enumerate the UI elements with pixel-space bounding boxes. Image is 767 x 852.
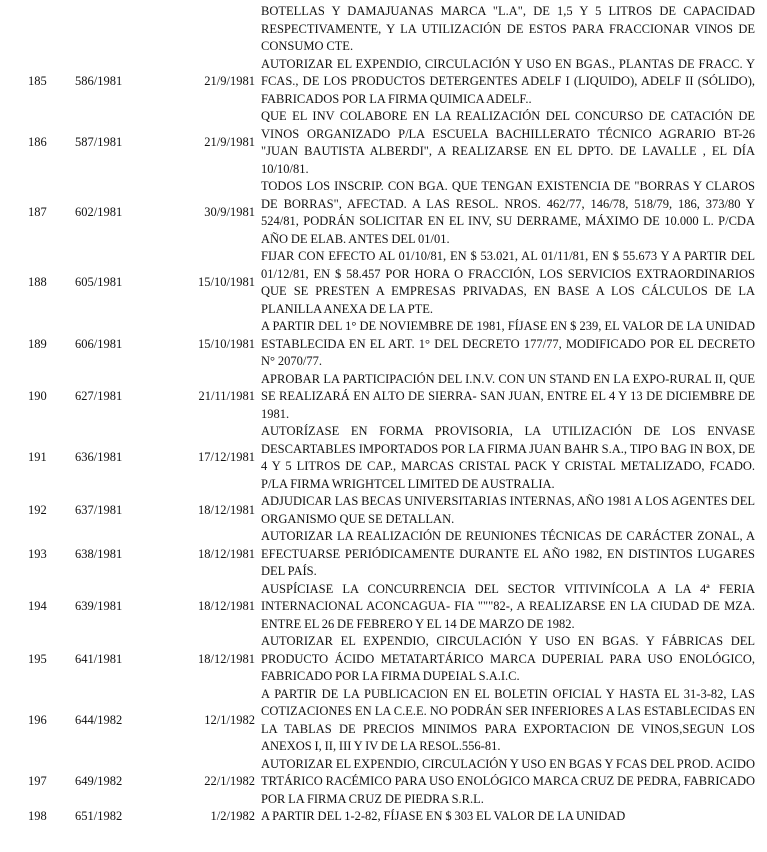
resolution-date: 21/11/1981 (198, 389, 255, 403)
row-number: 192 (28, 502, 47, 517)
row-number: 193 (28, 546, 47, 561)
resolution-number: 627/1981 (75, 389, 123, 403)
resolution-number: 637/1981 (75, 502, 123, 517)
row-number: 189 (28, 336, 47, 351)
row-number: 188 (28, 275, 47, 290)
resolution-description: A PARTIR DE LA PUBLICACION EN EL BOLETIN OFICIAL Y HASTA EL 31-3-82, LAS COTIZACIONES EN LA C.E.E. NO PODRÁN SER INFERIORES A LAS ESTABLECIDAS EN LA TABLAS DE PRECIOS MINIMOS PARA EXPORTACION DE VINOS,SEGUN LOS ANEXOS I, II, III Y IV DE LA RESOL.556-81. (261, 686, 755, 753)
table-row (0, 808, 767, 826)
row-number: 196 (28, 712, 47, 727)
resolution-description: AUTORÍZASE EN FORMA PROVISORIA, LA UTILIZACIÓN DE LOS ENVASE DESCARTABLES IMPORTADOS POR LA FIRMA JUAN BAHR S.A., TIPO BAG IN BOX, DE 4 Y 5 LITROS DE CAP., MARCAS CRISTAL PACK Y CRISTAL METALIZADO, FCADO. P/LA FIRMA WRIGHTCEL LIMITED DE AUSTRALIA. (261, 424, 755, 491)
resolution-number: 639/1981 (75, 599, 123, 613)
table-row (0, 686, 767, 756)
resolution-description: A PARTIR DEL 1° DE NOVIEMBRE DE 1981, FÍJASE EN $ 239, EL VALOR DE LA UNIDAD ESTABLECIDA EN EL ART. 1° DEL DECRETO 177/77, MODIFICADO POR EL DECRETO N° 2070/77. (261, 319, 755, 368)
resolution-number: 644/1982 (75, 712, 123, 727)
resolution-date: 15/10/1981 (198, 275, 255, 290)
resolution-description: AUTORIZAR LA REALIZACIÓN DE REUNIONES TÉCNICAS DE CARÁCTER ZONAL, A EFECTUARSE PERIÓDICAMENTE DURANTE EL AÑO 1982, EN DISTINTOS LUGARES DEL PAÍS. (261, 529, 755, 578)
resolution-number: 606/1981 (75, 336, 123, 351)
resolution-number: 641/1981 (75, 651, 123, 666)
resolution-date: 18/12/1981 (198, 599, 255, 613)
row-number: 197 (28, 774, 47, 788)
resolution-description: AUTORIZAR EL EXPENDIO, CIRCULACIÓN Y USO EN BGAS Y FCAS DEL PROD. ACIDO TRTÁRICO RACÉMICO PARA USO ENOLÓGICO MARCA CRUZ DE PEDRA, FABRICADO POR LA FIRMA CRUZ DE PIEDRA S.R.L. (261, 756, 755, 806)
table-row (0, 528, 767, 581)
resolution-number: 638/1981 (75, 546, 123, 561)
resolution-number: 649/1982 (75, 774, 123, 788)
table-row (0, 493, 767, 528)
resolution-description: QUE EL INV COLABORE EN LA REALIZACIÓN DEL CONCURSO DE CATACIÓN DE VINOS ORGANIZADO P/LA ESCUELA BACHILLERATO TÉCNICO AGRARIO BT-26 "JUAN BAUTISTA ALBERDI", A REALIZARSE EN EL DPTO. DE LAVALLE , EL DÍA 10/10/81. (261, 109, 755, 176)
table-row (0, 248, 767, 318)
resolution-date: 21/9/1981 (204, 74, 255, 88)
row-number: 190 (28, 389, 47, 403)
table-row (0, 178, 767, 248)
row-number: 185 (28, 74, 47, 88)
row-number: 198 (28, 809, 47, 823)
row-number: 187 (28, 205, 47, 220)
resolution-number: 586/1981 (75, 74, 123, 88)
resolution-date: 18/12/1981 (198, 502, 255, 517)
resolution-date: 1/2/1982 (210, 809, 255, 823)
resolution-date: 17/12/1981 (198, 450, 255, 465)
resolution-number: 605/1981 (75, 275, 123, 290)
resolution-date: 18/12/1981 (198, 546, 255, 561)
table-row (0, 56, 767, 109)
resolution-description: FIJAR CON EFECTO AL 01/10/81, EN $ 53.021, AL 01/11/81, EN $ 55.673 Y A PARTIR DEL 01/12/81, EN $ 58.457 POR HORA O FRACCIÓN, LOS SERVICIOS EXTRAORDINARIOS QUE SE PRESTEN A EMPRESAS PRIVADAS, EN BASE A LOS CÁLCULOS DE LA PLANILLA ANEXA DE LA PTE. (261, 249, 755, 316)
resolution-description: ADJUDICAR LAS BECAS UNIVERSITARIAS INTERNAS, AÑO 1981 A LOS AGENTES DEL ORGANISMO QUE SE DETALLAN. (261, 494, 755, 526)
resolution-description: TODOS LOS INSCRIP. CON BGA. QUE TENGAN EXISTENCIA DE "BORRAS Y CLAROS DE BORRAS", AFECTAD. A LAS RESOL. NROS. 462/77, 146/78, 518/79, 186, 373/80 Y 524/81, PODRÁN SOLICITAR EN EL INV, SU DERRAME, MÁXIMO DE 10.000 L. P/CDA AÑO DE ELAB. ANTES DEL 01/01. (261, 179, 755, 246)
resolution-date: 22/1/1982 (204, 774, 255, 788)
table-row (0, 756, 767, 809)
resolution-date: 15/10/1981 (198, 336, 255, 351)
resolution-number: 602/1981 (75, 205, 123, 220)
table-row (0, 3, 767, 56)
resolution-date: 18/12/1981 (198, 651, 255, 666)
resolution-number: 636/1981 (75, 450, 123, 465)
table-row (0, 581, 767, 634)
resolution-description: AUTORIZAR EL EXPENDIO, CIRCULACIÓN Y USO EN BGAS. Y FÁBRICAS DEL PRODUCTO ÁCIDO METATARTÁRICO MARCA DUPERIAL PARA USO ENOLÓGICO, FABRICADO POR LA FIRMA DUPEIAL S.A.I.C. (261, 634, 755, 683)
row-number: 191 (28, 450, 47, 465)
table-row (0, 108, 767, 178)
resolution-number: 651/1982 (75, 809, 123, 823)
resolution-description: AUTORIZAR EL EXPENDIO, CIRCULACIÓN Y USO EN BGAS., PLANTAS DE FRACC. Y FCAS., DE LOS PRODUCTOS DETERGENTES ADELF I (LIQUIDO), ADELF II (SÓLIDO), FABRICADOS POR LA FIRMA QUIMICA ADELF.. (261, 56, 755, 106)
table-row (0, 371, 767, 424)
row-number: 186 (28, 135, 47, 150)
table-row (0, 633, 767, 686)
row-number: 195 (28, 651, 47, 666)
row-number: 194 (28, 599, 47, 613)
resolution-description: APROBAR LA PARTICIPACIÓN DEL I.N.V. CON UN STAND EN LA EXPO-RURAL II, QUE SE REALIZARÁ EN ALTO DE SIERRA- SAN JUAN, ENTRE EL 4 Y 13 DE DICIEMBRE DE 1981. (261, 371, 755, 421)
table-row (0, 318, 767, 371)
resolution-date: 21/9/1981 (204, 135, 255, 150)
resolution-number: 587/1981 (75, 135, 123, 150)
resolution-date: 12/1/1982 (204, 712, 255, 727)
table-row (0, 423, 767, 493)
resolution-description: AUSPÍCIASE LA CONCURRENCIA DEL SECTOR VITIVINÍCOLA A LA 4ª FERIA INTERNACIONAL ACONCAGUA- FIA """82-, A REALIZARSE EN LA CIUDAD DE MZA. ENTRE EL 26 DE FEBRERO Y EL 14 DE MARZO DE 1982. (261, 581, 755, 631)
resolution-description: A PARTIR DEL 1-2-82, FÍJASE EN $ 303 EL VALOR DE LA UNIDAD (261, 809, 626, 823)
resolution-date: 30/9/1981 (204, 205, 255, 220)
resolution-description: BOTELLAS Y DAMAJUANAS MARCA "L.A", DE 1,5 Y 5 LITROS DE CAPACIDAD RESPECTIVAMENTE, Y LA UTILIZACIÓN DE ESTOS PARA FRACCIONAR VINOS DE CONSUMO CTE. (261, 4, 755, 53)
